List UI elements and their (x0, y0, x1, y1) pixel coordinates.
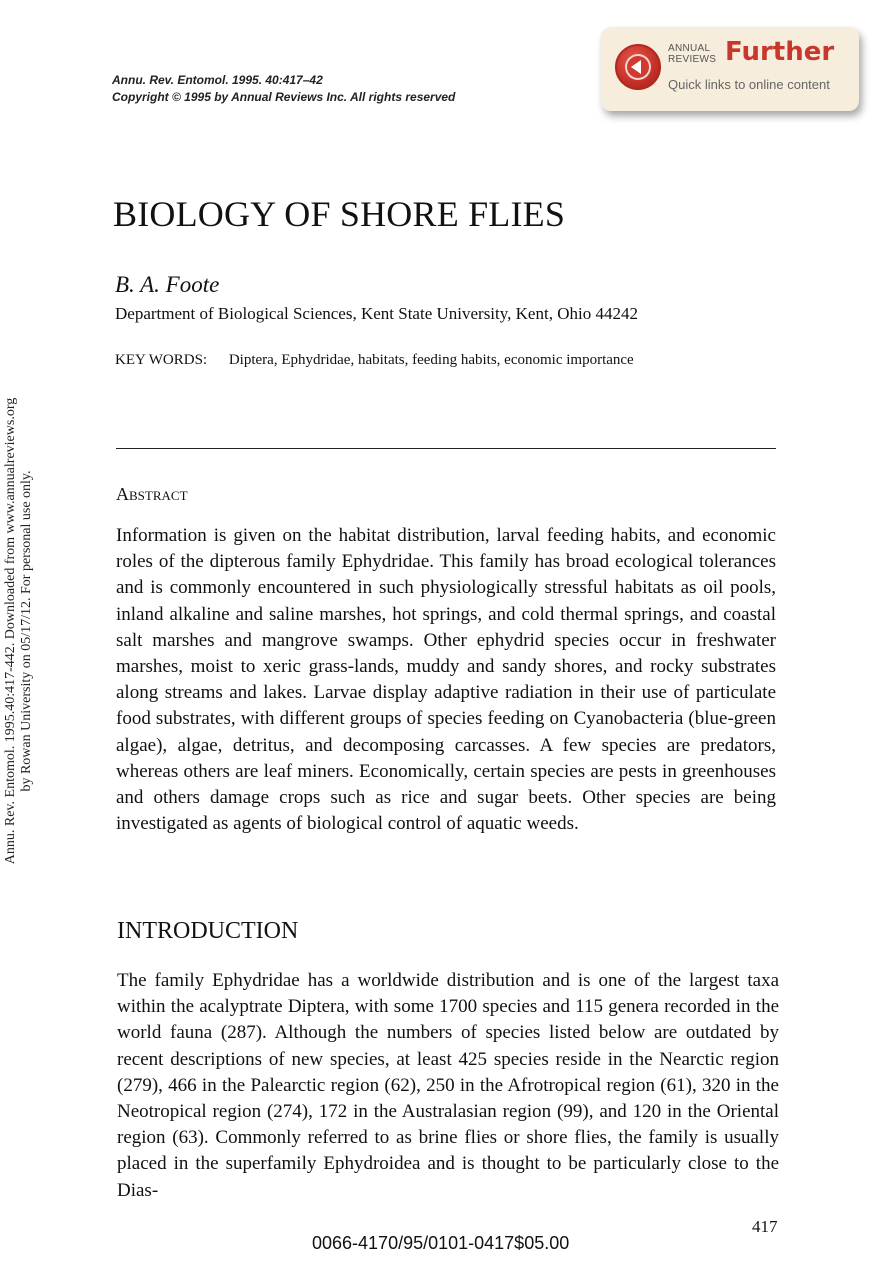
citation-line-2: Copyright © 1995 by Annual Reviews Inc. All rights reserved (112, 90, 456, 104)
citation-line-1: Annu. Rev. Entomol. 1995. 40:417–42 (112, 73, 323, 87)
page-number: 417 (752, 1217, 778, 1236)
further-subtitle: Quick links to online content (668, 77, 830, 92)
abstract-body: Information is given on the habitat distribution, larval feeding habits, and economic roles of the dipterous family Ephydridae. This family has broad ecological tolerances and is commonly encountered in such physiologically stressful habitats as oil pools, inland alkaline and saline marshes, hot springs, and cold thermal springs, and coastal salt marshes and mangrove swamps. Other ephydrid species occur in freshwater marshes, moist to xeric grass-lands, muddy and sandy shores, and rocky substrates along streams and lakes. Larvae display adaptive radiation in their use of particulate food substrates, with different groups of species feeding on Cyanobacteria (blue-green algae), algae, detritus, and decomposing carcasses. A few species are predators, whereas others are leaf miners. Economically, certain species are pests in greenhouses and others damage crops such as rice and sugar beets. Other species are being investigated as agents of biological control of aquatic weeds. (116, 525, 776, 835)
section-divider (116, 448, 776, 449)
reviews-text: REVIEWS (668, 54, 717, 65)
further-label: Further (725, 37, 835, 67)
keywords-line (115, 352, 634, 369)
back-arrow-icon (615, 44, 661, 90)
author-affiliation: Department of Biological Sciences, Kent State University, Kent, Ohio 44242 (115, 304, 638, 323)
download-watermark (3, 351, 35, 911)
author-name: B. A. Foote (115, 272, 220, 297)
annual-reviews-label (668, 43, 716, 65)
introduction-heading: INTRODUCTION (117, 918, 299, 944)
abstract-heading: Abstract (116, 484, 188, 504)
introduction-body: The family Ephydridae has a worldwide distribution and is one of the largest taxa within the acalyptrate Diptera, with some 1700 species and 115 genera recorded in the world fauna (287). Although the numbers of species listed below are outdated by recent descriptions of new species, at least 425 species reside in the Nearctic region (279), 466 in the Palearctic region (62), 250 in the Afrotropical region (61), 320 in the Neotropical region (274), 172 in the Australasian region (99), and 120 in the Oriental region (63). Commonly referred to as brine flies or shore flies, the family is usually placed in the superfamily Ephydroidea and is thought to be particularly close to the Dias- (117, 970, 779, 1201)
annual-text: ANNUAL (668, 43, 711, 54)
further-badge-link[interactable] (601, 27, 859, 111)
watermark-line-2: by Rowan University on 05/17/12. For personal use only. (19, 470, 34, 792)
keywords-label: KEY WORDS: (115, 352, 208, 368)
watermark-line-1: Annu. Rev. Entomol. 1995.40:417-442. Downloaded from www.annualreviews.org (3, 397, 18, 865)
keywords-list: Diptera, Ephydridae, habitats, feeding habits, economic importance (228, 352, 634, 368)
issn-code: 0066-4170/95/0101-0417$05.00 (312, 1233, 570, 1253)
article-title: BIOLOGY OF SHORE FLIES (113, 194, 566, 234)
journal-citation (112, 72, 455, 106)
